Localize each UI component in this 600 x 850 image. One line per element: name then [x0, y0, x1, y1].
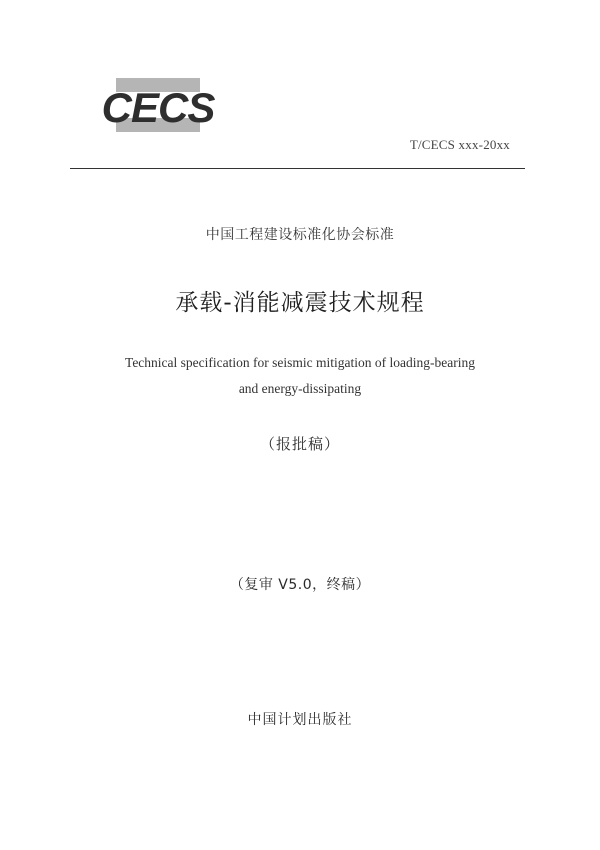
association-standard-label: 中国工程建设标准化协会标准	[205, 227, 395, 243]
standard-number: T/CECS xxx-20xx	[409, 137, 510, 152]
english-title-line-2: and energy-dissipating	[238, 381, 362, 396]
english-title-line-1: Technical specification for seismic mitigation of loading-bearing	[125, 355, 475, 370]
document-title: 承载-消能减震技术规程	[175, 290, 425, 316]
cecs-logo-graphic	[94, 74, 222, 136]
cecs-logo	[94, 74, 222, 136]
draft-status: （报批稿）	[259, 435, 340, 453]
header-divider	[70, 168, 525, 169]
version-note: （复审 V5.0，终稿）	[229, 577, 371, 593]
publisher-name: 中国计划出版社	[247, 712, 353, 728]
logo-text: CECS	[101, 84, 215, 131]
